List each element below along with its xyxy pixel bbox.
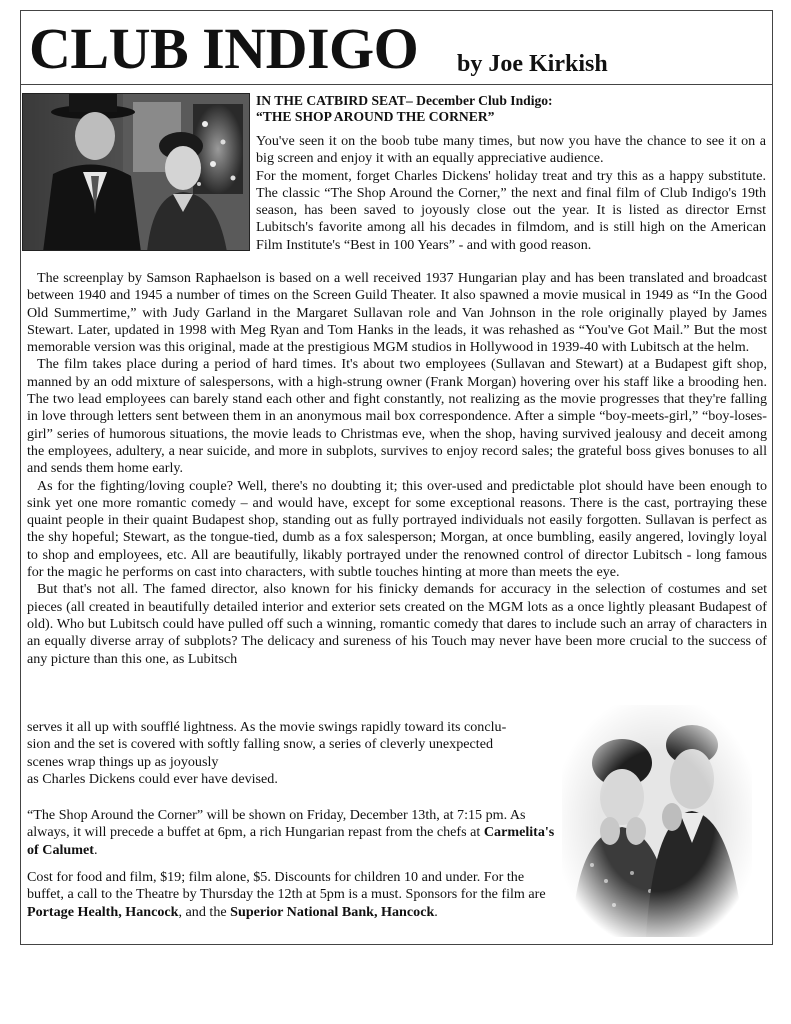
- header: [21, 11, 772, 85]
- stars-portrait-photo: [562, 705, 752, 937]
- sponsor-name: Portage Health, Hancock: [27, 903, 179, 920]
- article-paragraph: But that's not all. The famed director, also known for his finicky demands for accuracy in the selection of costumes and set pieces (all created in beautifully detailed interior and exterior sets created on the MGM lots as a once lightly pleasant Budapest of old). Who but Lubitsch could have pulled off such a winning, romantic comedy that dares to include such an array of characters in an equally diverse array of subplots? The delicacy and sureness of his Touch may never have been more crucial to the success of any picture than this one, as Lubitsch: [27, 581, 767, 667]
- stars-portrait-image: [562, 705, 752, 937]
- showtime-text: “The Shop Around the Corner” will be shown on Friday, December 13th, at 7:15 pm. As always, it will precede a buffet at 6pm, a rich Hungarian repast from the chefs at: [27, 807, 526, 841]
- caterer-name: Carmelita's of Calumet: [27, 824, 555, 858]
- pricing-text: Cost for food and film, $19; film alone, $5. Discounts for children 10 and under. For the buffet, a call to the Theatre by Thursday the 12th at 5pm is a must. Sponsors for the film are: [27, 869, 546, 903]
- article-subheading: “THE SHOP AROUND THE CORNER”: [256, 109, 495, 124]
- pricing-paragraph: [27, 869, 557, 921]
- pricing-end: .: [434, 903, 438, 920]
- closing-line: sion and the set is covered with softly falling snow, a series of cleverly unexpected: [27, 736, 494, 753]
- intro-paragraph: For the moment, forget Charles Dickens' holiday treat and try this as a happy substitute. The classic “The Shop Around the Corner,” the next and final film of Club Indigo's 19th season, has been saved to joyously close out the year. It is listed as director Ernst Lubitsch's favorite among all his decades in filmdom, and is still high on the American Film Institute's “Best in 100 Years” - and with good reason.: [256, 167, 766, 253]
- sponsor-name: Superior National Bank, Hancock: [230, 903, 435, 920]
- showtime-paragraph: [27, 807, 557, 859]
- pricing-joiner: , and the: [178, 903, 231, 920]
- article-heading: IN THE CATBIRD SEAT– December Club Indigo:: [256, 93, 553, 108]
- closing-line: scenes wrap things up as joyously: [27, 753, 219, 770]
- movie-still-photo: [22, 93, 250, 251]
- showtime-end: .: [93, 841, 98, 858]
- pricing-info: [27, 869, 557, 921]
- main-article: [27, 270, 767, 668]
- closing-line: as Charles Dickens could ever have devised.: [27, 770, 278, 787]
- movie-still-image: [23, 94, 250, 251]
- page-title: CLUB INDIGO: [29, 16, 419, 81]
- article-paragraph: The screenplay by Samson Raphaelson is based on a well received 1937 Hungarian play and has been translated and broadcast between 1940 and 1945 a number of times on the Screen Guild Theater. It also spawned a movie musical in 1949 as “In the Good Old Summertime,” with Judy Garland in the Margaret Sullavan role and Van Johnson in the role originally played by James Stewart. Later, updated in 1998 with Meg Ryan and Tom Hanks in the leads, it was rehashed as “You've Got Mail.” But the most memorable version was this original, made at the prestigious MGM studios in Hollywood in 1939-40 with Lubitsch at the helm.: [27, 270, 767, 356]
- intro-paragraph: You've seen it on the boob tube many times, but now you have the chance to see it on a big screen and enjoy it with an equally appreciative audience.: [256, 133, 766, 167]
- article-paragraph: The film takes place during a period of hard times. It's about two employees (Sullavan and Stewart) at a Budapest gift shop, manned by an odd mixture of salespersons, with a high-strung owner (Frank Morgan) hovering over his staff like a brooding hen. The two lead employees can barely stand each other and fight constantly, not realizing as the movie progresses that they're falling in love through letters sent between them in an anonymous mail box correspondence. After a simple “boy-meets-girl,” “boy-loses-girl” series of humorous situations, the movie leads to Christmas eve, when the shop, having survived jealousy and deceit among the employees, adultery, a near suicide, and more in subplots, survives to enjoy record sales; the grateful boss gives bonuses to all and sends them home early.: [27, 356, 767, 477]
- showtime-info: [27, 807, 557, 859]
- closing-lines: [27, 719, 557, 788]
- byline: by Joe Kirkish: [457, 51, 608, 77]
- closing-line: serves it all up with soufflé lightness. As the movie swings rapidly toward its conclu-: [27, 719, 507, 735]
- intro-block: [256, 93, 766, 254]
- article-paragraph: As for the fighting/loving couple? Well, there's no doubting it; this over-used and predictable plot should have been enough to sink yet one more romantic comedy – and would have, except for some exceptional reasons. There is the cast, portraying these quaint people in their quaint Budapest shop, standing out as fully portrayed individuals not easily forgotten. Sullavan is perfect as the shy hopeful; Stewart, as the tongue-tied, dumb as a fox salesperson; Morgan, at once bumbling, easily angered, lovingly loyal to shop and employees, etc. All are beautifully, likably portrayed under the renowned control of director Lubitsch - long famous for the magic he performs on cast into characters, with subtle touches hinting at more than meets the eye.: [27, 477, 767, 581]
